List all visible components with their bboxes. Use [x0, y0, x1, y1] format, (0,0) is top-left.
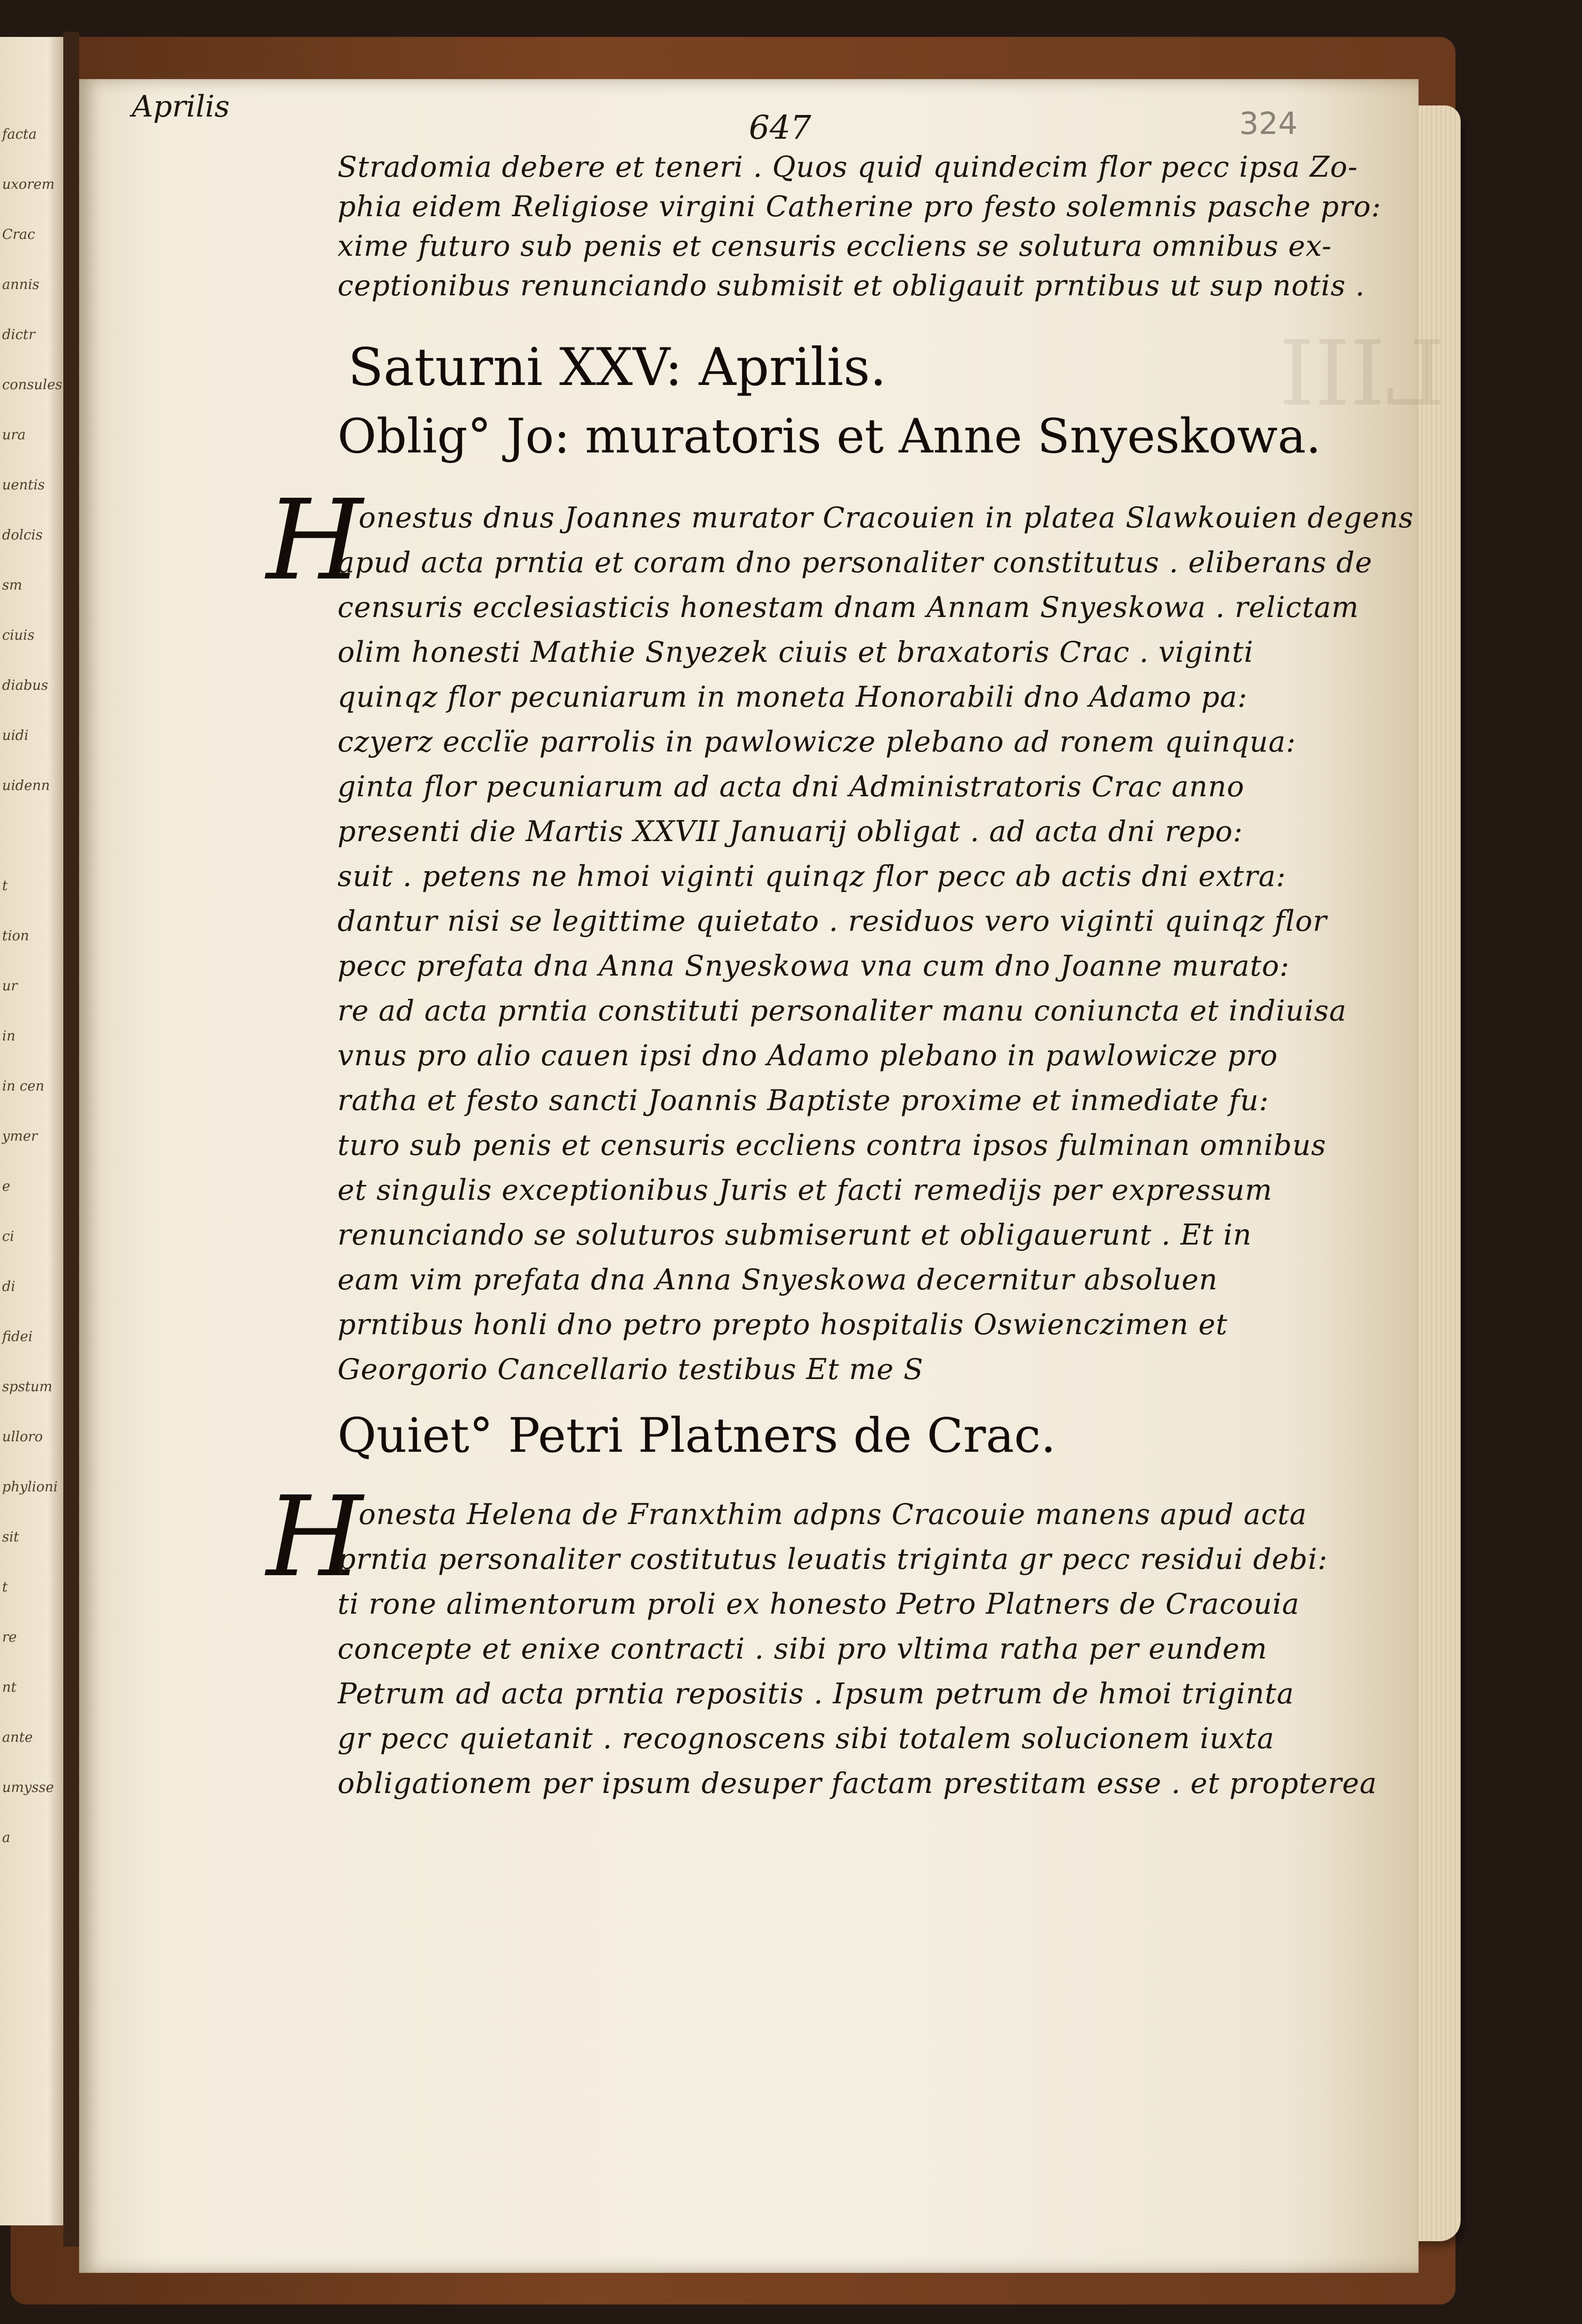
text-line: ti rone alimentorum proli ex honesto Petro Platners de Cracouia — [337, 1587, 1300, 1621]
margin-note: ulloro — [2, 1429, 43, 1445]
entry-heading-obligation: Oblig° Jo: muratoris et Anne Snyeskowa. — [337, 409, 1321, 464]
text-line: concepte et enixe contracti . sibi pro vltima ratha per eundem — [337, 1632, 1268, 1665]
text-line: phia eidem Religiose virgini Catherine pro festo solemnis pasche pro: — [337, 190, 1382, 223]
margin-note: uidi — [2, 728, 29, 744]
text-line: gr pecc quietanit . recognoscens sibi totalem solucionem iuxta — [337, 1722, 1275, 1755]
text-line: ceptionibus renunciando submisit et obligauit prntibus ut sup notis . — [337, 269, 1365, 302]
margin-note: consules — [2, 377, 63, 393]
running-head: Aprilis — [132, 90, 230, 124]
text-line: onestus dnus Joannes murator Cracouien in platea Slawkouien degens — [359, 501, 1414, 534]
text-line: ginta flor pecuniarum ad acta dni Administratoris Crac anno — [337, 770, 1245, 803]
text-line: pecc prefata dna Anna Snyeskowa vna cum dno Joanne murato: — [337, 949, 1290, 982]
text-line: prntia personaliter costitutus leuatis triginta gr pecc residui debi: — [337, 1542, 1328, 1576]
text-line: renunciando se soluturos submiserunt et obligauerunt . Et in — [337, 1218, 1252, 1251]
margin-note: uxorem — [2, 177, 55, 192]
text-line: censuris ecclesiasticis honestam dnam Annam Snyeskowa . relictam — [337, 591, 1359, 624]
book-gutter — [63, 32, 79, 2246]
left-page-edge — [0, 37, 69, 2225]
pencil-shelfmark: 324 — [1239, 105, 1298, 141]
margin-note: ura — [2, 427, 26, 443]
text-line: et singulis exceptionibus Juris et facti remedijs per expressum — [337, 1173, 1273, 1207]
margin-note: di — [2, 1279, 15, 1295]
margin-note: nt — [2, 1680, 17, 1695]
text-line: suit . petens ne hmoi viginti quinqz flor pecc ab actis dni extra: — [337, 860, 1286, 893]
entry-date-heading: Saturni XXV: Aprilis. — [348, 337, 886, 398]
margin-note: ur — [2, 978, 18, 994]
text-line: dantur nisi se legittime quietato . residuos vero viginti quinqz flor — [337, 904, 1327, 938]
margin-note: a — [2, 1830, 11, 1846]
margin-note: facta — [2, 127, 37, 142]
text-line: presenti die Martis XXVII Januarij obligat . ad acta dni repo: — [337, 815, 1243, 848]
entry-heading-quittance: Quiet° Petri Platners de Crac. — [337, 1408, 1056, 1463]
margin-note: dictr — [2, 327, 35, 343]
text-line: obligationem per ipsum desuper factam prestitam esse . et propterea — [337, 1767, 1377, 1800]
margin-note: phylioni — [2, 1479, 58, 1495]
left-margin-notes — [0, 37, 69, 2225]
margin-note: uidenn — [2, 778, 50, 794]
text-line: vnus pro alio cauen ipsi dno Adamo plebano in pawlowicze pro — [337, 1039, 1278, 1072]
text-line: czyerz ecclïe parrolis in pawlowicze plebano ad ronem quinqua: — [337, 725, 1296, 758]
text-line: Petrum ad acta prntia repositis . Ipsum petrum de hmoi triginta — [337, 1677, 1295, 1710]
text-line: xime futuro sub penis et censuris eccliens se solutura omnibus ex- — [337, 229, 1332, 263]
text-line: turo sub penis et censuris eccliens contra ipsos fulminan omnibus — [337, 1129, 1327, 1162]
margin-note: dolcis — [2, 527, 43, 543]
manuscript-page — [79, 79, 1445, 2273]
margin-note: in cen — [2, 1078, 45, 1094]
margin-note: t — [2, 878, 8, 894]
margin-note: tion — [2, 928, 30, 944]
text-line: Stradomia debere et teneri . Quos quid quindecim flor pecc ipsa Zo- — [337, 150, 1358, 184]
margin-note: in — [2, 1028, 16, 1044]
margin-note: e — [2, 1179, 11, 1194]
margin-note: t — [2, 1579, 8, 1595]
text-line: eam vim prefata dna Anna Snyeskowa decernitur absoluen — [337, 1263, 1218, 1296]
margin-note: umysse — [2, 1780, 54, 1796]
margin-note: ci — [2, 1229, 14, 1245]
margin-note: spstum — [2, 1379, 53, 1395]
text-line: quinqz flor pecuniarum in moneta Honorabili dno Adamo pa: — [337, 680, 1248, 713]
decorated-initial: H — [266, 476, 363, 605]
margin-note: uentis — [2, 477, 45, 493]
text-line: apud acta prntia et coram dno personaliter constitutus . eliberans de — [337, 546, 1373, 579]
folio-number: 647 — [749, 108, 812, 147]
margin-note: Crac — [2, 227, 35, 243]
text-line: Georgorio Cancellario testibus Et me S — [337, 1353, 924, 1386]
margin-note: diabus — [2, 678, 49, 693]
margin-note: sm — [2, 577, 22, 593]
margin-note: re — [2, 1629, 17, 1645]
text-line: ratha et festo sancti Joannis Baptiste proxime et inmediate fu: — [337, 1084, 1269, 1117]
decorated-initial: H — [266, 1472, 363, 1602]
text-line: onesta Helena de Franxthim adpns Cracouie manens apud acta — [359, 1498, 1307, 1531]
ink-bleed-through: LIII — [1279, 322, 1445, 426]
margin-note: fidei — [2, 1329, 33, 1345]
margin-note: ante — [2, 1730, 33, 1746]
text-line: prntibus honli dno petro prepto hospitalis Oswienczimen et — [337, 1308, 1228, 1341]
text-line: re ad acta prntia constituti personaliter manu coniuncta et indiuisa — [337, 994, 1347, 1027]
margin-note: annis — [2, 277, 40, 293]
margin-note: ciuis — [2, 628, 35, 643]
text-line: olim honesti Mathie Snyezek ciuis et braxatoris Crac . viginti — [337, 635, 1254, 669]
margin-note: ymer — [2, 1129, 38, 1144]
margin-note: sit — [2, 1529, 20, 1545]
